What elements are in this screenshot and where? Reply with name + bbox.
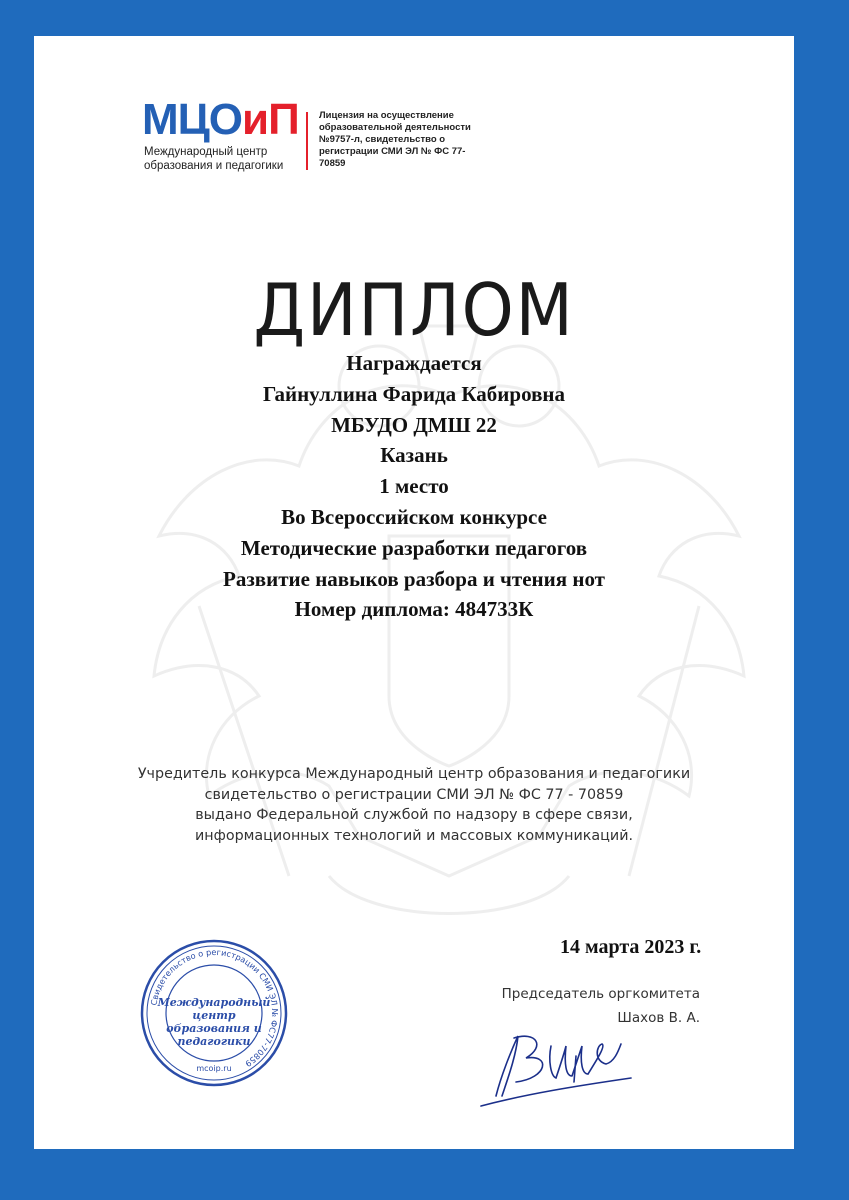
award-line: Методические разработки педагогов [240,535,588,560]
founder-line: информационных технологий и массовых коммуникаций. [194,827,634,844]
award-text [34,348,794,625]
signature [456,1016,636,1116]
diploma-sheet [34,36,794,1149]
logo-mark [142,95,299,144]
chairman-title: Председатель оргкомитета [501,986,700,1002]
logo-org-name: Международный центр образования и педагогики [144,146,284,172]
award-line: 1 место [379,474,449,499]
seal-site: mcoip.ru [196,1064,232,1073]
award-line: Гайнуллина Фарида Кабировна [262,381,566,406]
award-line: Номер диплома: 484733К [294,597,534,622]
founder-line: свидетельство о регистрации СМИ ЭЛ № ФС 77 - 70859 [204,786,624,803]
logo-mark-blue: МЦО [142,95,243,144]
logo-mark-red: иП [242,95,299,144]
logo-divider [306,112,308,170]
issue-date: 14 марта 2023 г. [560,936,702,958]
diploma-title: ДИПЛОМ [253,268,575,352]
chairman-name: Шахов В. А. [617,1010,700,1026]
award-line: МБУДО ДМШ 22 [331,412,497,437]
award-line: Награждается [346,351,482,375]
founder-text [34,764,794,846]
mcoip-logo [142,95,312,178]
founder-line: Учредитель конкурса Международный центр образования и педагогики [137,766,691,782]
seal-center-text: Международный центр образования и педагогики [157,996,271,1048]
founder-line: выдано Федеральной службой по надзору в сфере связи, [195,807,633,823]
seal-ring-text: Свидетельство о регистрации СМИ ЭЛ № ФС77-70859 [148,946,281,1070]
award-line: Казань [380,443,448,468]
award-line: Развитие навыков разбора и чтения нот [223,566,605,591]
award-line: Во Всероссийском конкурсе [281,504,547,529]
license-text: Лицензия на осуществление образовательной деятельности №9757-л, свидетельство о регистрации СМИ ЭЛ № ФС 77-70859 [319,110,471,169]
